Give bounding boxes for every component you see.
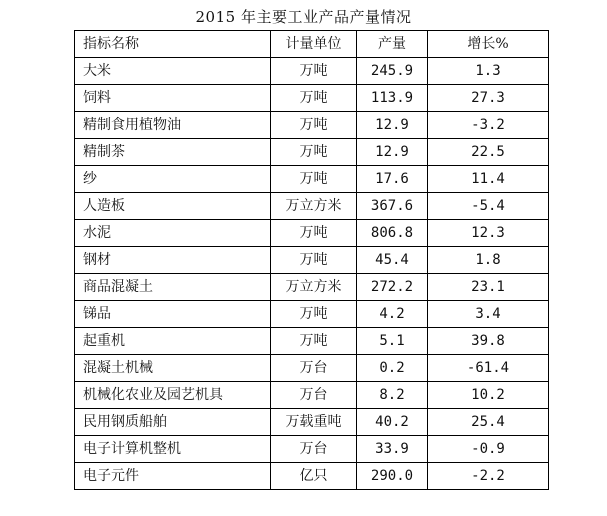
cell-output: 40.2 <box>357 409 428 436</box>
cell-unit: 万载重吨 <box>271 409 357 436</box>
cell-indicator-name: 起重机 <box>75 328 271 355</box>
cell-growth: 12.3 <box>428 220 549 247</box>
cell-unit: 万吨 <box>271 328 357 355</box>
cell-growth: -5.4 <box>428 193 549 220</box>
cell-output: 12.9 <box>357 112 428 139</box>
cell-output: 33.9 <box>357 436 428 463</box>
cell-growth: -2.2 <box>428 463 549 490</box>
cell-unit: 万吨 <box>271 139 357 166</box>
cell-growth: 1.3 <box>428 58 549 85</box>
header-output: 产量 <box>357 31 428 58</box>
cell-unit: 万立方米 <box>271 274 357 301</box>
cell-growth: -3.2 <box>428 112 549 139</box>
cell-growth: -0.9 <box>428 436 549 463</box>
cell-output: 245.9 <box>357 58 428 85</box>
cell-output: 272.2 <box>357 274 428 301</box>
cell-unit: 万立方米 <box>271 193 357 220</box>
cell-indicator-name: 人造板 <box>75 193 271 220</box>
cell-growth: 10.2 <box>428 382 549 409</box>
cell-output: 290.0 <box>357 463 428 490</box>
table-row <box>75 436 549 463</box>
cell-unit: 万吨 <box>271 301 357 328</box>
cell-indicator-name: 商品混凝土 <box>75 274 271 301</box>
cell-output: 367.6 <box>357 193 428 220</box>
cell-indicator-name: 水泥 <box>75 220 271 247</box>
cell-unit: 万吨 <box>271 112 357 139</box>
cell-indicator-name: 大米 <box>75 58 271 85</box>
header-growth: 增长% <box>428 31 549 58</box>
cell-unit: 万吨 <box>271 85 357 112</box>
cell-unit: 万台 <box>271 436 357 463</box>
table-row <box>75 409 549 436</box>
cell-unit: 万吨 <box>271 58 357 85</box>
cell-growth: 23.1 <box>428 274 549 301</box>
table-row <box>75 58 549 85</box>
table-row <box>75 328 549 355</box>
table-row <box>75 463 549 490</box>
cell-output: 4.2 <box>357 301 428 328</box>
header-indicator-name: 指标名称 <box>75 31 271 58</box>
table-row <box>75 166 549 193</box>
cell-growth: 1.8 <box>428 247 549 274</box>
cell-unit: 万吨 <box>271 166 357 193</box>
cell-growth: 22.5 <box>428 139 549 166</box>
cell-indicator-name: 锑品 <box>75 301 271 328</box>
cell-indicator-name: 电子元件 <box>75 463 271 490</box>
cell-unit: 万台 <box>271 355 357 382</box>
cell-unit: 万吨 <box>271 247 357 274</box>
table-row <box>75 301 549 328</box>
cell-unit: 万吨 <box>271 220 357 247</box>
cell-growth: 3.4 <box>428 301 549 328</box>
cell-growth: 39.8 <box>428 328 549 355</box>
cell-output: 45.4 <box>357 247 428 274</box>
table-row <box>75 112 549 139</box>
cell-output: 806.8 <box>357 220 428 247</box>
table-row <box>75 247 549 274</box>
table-header-row <box>75 31 549 58</box>
table-row <box>75 220 549 247</box>
table-row <box>75 355 549 382</box>
table-row <box>75 382 549 409</box>
cell-unit: 亿只 <box>271 463 357 490</box>
table-row <box>75 193 549 220</box>
cell-growth: 11.4 <box>428 166 549 193</box>
table-row <box>75 139 549 166</box>
cell-indicator-name: 精制食用植物油 <box>75 112 271 139</box>
cell-growth: -61.4 <box>428 355 549 382</box>
table-title: 2015 年主要工业产品产量情况 <box>195 8 412 26</box>
table-body <box>75 58 549 490</box>
cell-unit: 万台 <box>271 382 357 409</box>
production-table <box>74 30 549 490</box>
cell-indicator-name: 精制茶 <box>75 139 271 166</box>
cell-indicator-name: 电子计算机整机 <box>75 436 271 463</box>
cell-output: 113.9 <box>357 85 428 112</box>
cell-growth: 25.4 <box>428 409 549 436</box>
cell-output: 12.9 <box>357 139 428 166</box>
cell-growth: 27.3 <box>428 85 549 112</box>
cell-indicator-name: 饲料 <box>75 85 271 112</box>
cell-output: 5.1 <box>357 328 428 355</box>
table-row <box>75 85 549 112</box>
cell-indicator-name: 混凝土机械 <box>75 355 271 382</box>
cell-indicator-name: 纱 <box>75 166 271 193</box>
table-row <box>75 274 549 301</box>
cell-output: 0.2 <box>357 355 428 382</box>
cell-indicator-name: 钢材 <box>75 247 271 274</box>
header-unit: 计量单位 <box>271 31 357 58</box>
cell-output: 17.6 <box>357 166 428 193</box>
cell-indicator-name: 机械化农业及园艺机具 <box>75 382 271 409</box>
cell-indicator-name: 民用钢质船舶 <box>75 409 271 436</box>
cell-output: 8.2 <box>357 382 428 409</box>
